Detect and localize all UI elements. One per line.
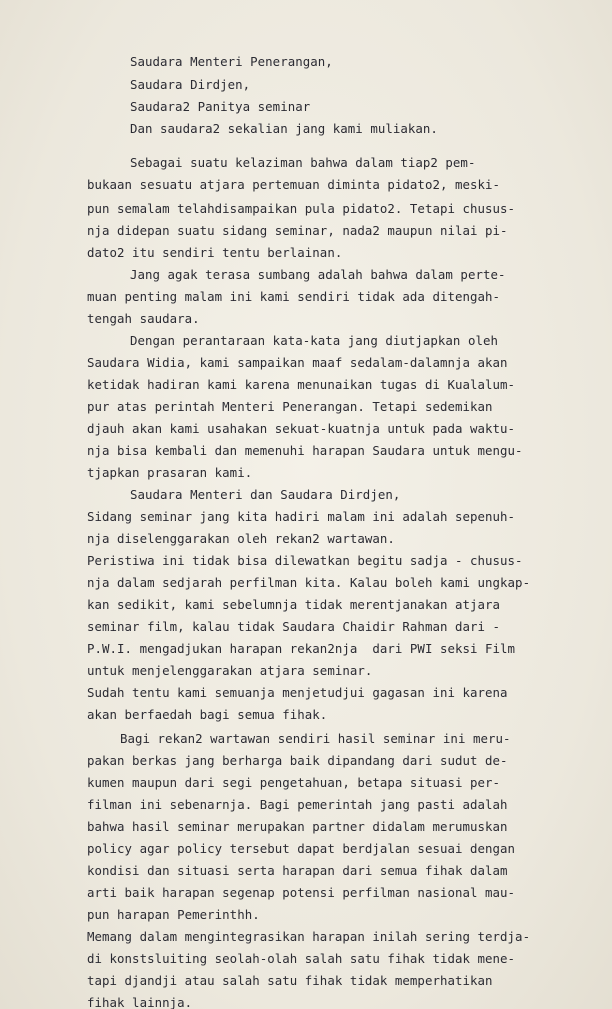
body-line: tapi djandji atau salah satu fihak tidak memperhatikan	[87, 973, 493, 988]
body-line: pur atas perintah Menteri Penerangan. Tetapi sedemikan	[87, 399, 493, 414]
body-line: kumen maupun dari segi pengetahuan, betapa situasi per-	[87, 775, 501, 790]
body-line: Sudah tentu kami semuanja menjetudjui gagasan ini karena	[87, 685, 508, 700]
salutation-line: Saudara Menteri Penerangan,	[130, 54, 333, 69]
body-line: arti baik harapan segenap potensi perfilman nasional mau-	[87, 885, 516, 900]
salutation-line: Saudara Dirdjen,	[130, 77, 251, 92]
salutation-line: Saudara2 Panitya seminar	[130, 99, 311, 114]
body-line: Saudara Menteri dan Saudara Dirdjen,	[130, 487, 401, 502]
salutation-line: Dan saudara2 sekalian jang kami muliakan.	[130, 121, 438, 136]
body-line: Jang agak terasa sumbang adalah bahwa dalam perte-	[130, 267, 506, 282]
body-line: seminar film, kalau tidak Saudara Chaidir Rahman dari -	[87, 619, 501, 634]
body-line: pun harapan Pemerinthh.	[87, 907, 260, 922]
body-line: Sidang seminar jang kita hadiri malam ini adalah sepenuh-	[87, 509, 516, 524]
body-line: policy agar policy tersebut dapat berdjalan sesuai dengan	[87, 841, 516, 856]
body-line: di konstsluiting seolah-olah salah satu fihak tidak mene-	[87, 951, 516, 966]
body-line: bahwa hasil seminar merupakan partner didalam merumuskan	[87, 819, 508, 834]
body-line: pun semalam telahdisampaikan pula pidato2. Tetapi chusus-	[87, 201, 516, 216]
body-line: nja bisa kembali dan memenuhi harapan Saudara untuk mengu-	[87, 443, 523, 458]
body-line: nja didepan suatu sidang seminar, nada2 maupun nilai pi-	[87, 223, 508, 238]
body-line: kondisi dan situasi serta harapan dari semua fihak dalam	[87, 863, 508, 878]
body-line: kan sedikit, kami sebelumnja tidak merentjanakan atjara	[87, 597, 501, 612]
body-line: Saudara Widia, kami sampaikan maaf sedalam-dalamnja akan	[87, 355, 508, 370]
body-line: bukaan sesuatu atjara pertemuan diminta pidato2, meski-	[87, 177, 501, 192]
body-line: Bagi rekan2 wartawan sendiri hasil seminar ini meru-	[120, 731, 511, 746]
body-line: nja dalam sedjarah perfilman kita. Kalau boleh kami ungkap-	[87, 575, 531, 590]
body-line: tengah saudara.	[87, 311, 200, 326]
body-line: untuk menjelenggarakan atjara seminar.	[87, 663, 373, 678]
body-line: P.W.I. mengadjukan harapan rekan2nja dari PWI seksi Film	[87, 641, 516, 656]
body-line: Sebagai suatu kelaziman bahwa dalam tiap2 pem-	[130, 155, 476, 170]
body-line: nja diselenggarakan oleh rekan2 wartawan.	[87, 531, 395, 546]
body-line: muan penting malam ini kami sendiri tidak ada ditengah-	[87, 289, 501, 304]
body-line: djauh akan kami usahakan sekuat-kuatnja untuk pada waktu-	[87, 421, 516, 436]
body-line: ketidak hadiran kami karena menunaikan tugas di Kualalum-	[87, 377, 516, 392]
body-line: filman ini sebenarnja. Bagi pemerintah jang pasti adalah	[87, 797, 508, 812]
body-line: Dengan perantaraan kata-kata jang diutjapkan oleh	[130, 333, 498, 348]
body-line: dato2 itu sendiri tentu berlainan.	[87, 245, 343, 260]
body-line: Memang dalam mengintegrasikan harapan inilah sering terdja-	[87, 929, 531, 944]
body-line: tjapkan prasaran kami.	[87, 465, 253, 480]
body-line: Peristiwa ini tidak bisa dilewatkan begitu sadja - chusus-	[87, 553, 523, 568]
body-line: pakan berkas jang berharga baik dipandang dari sudut de-	[87, 753, 508, 768]
body-line: akan berfaedah bagi semua fihak.	[87, 707, 328, 722]
body-line: fihak lainnja.	[87, 995, 193, 1009]
